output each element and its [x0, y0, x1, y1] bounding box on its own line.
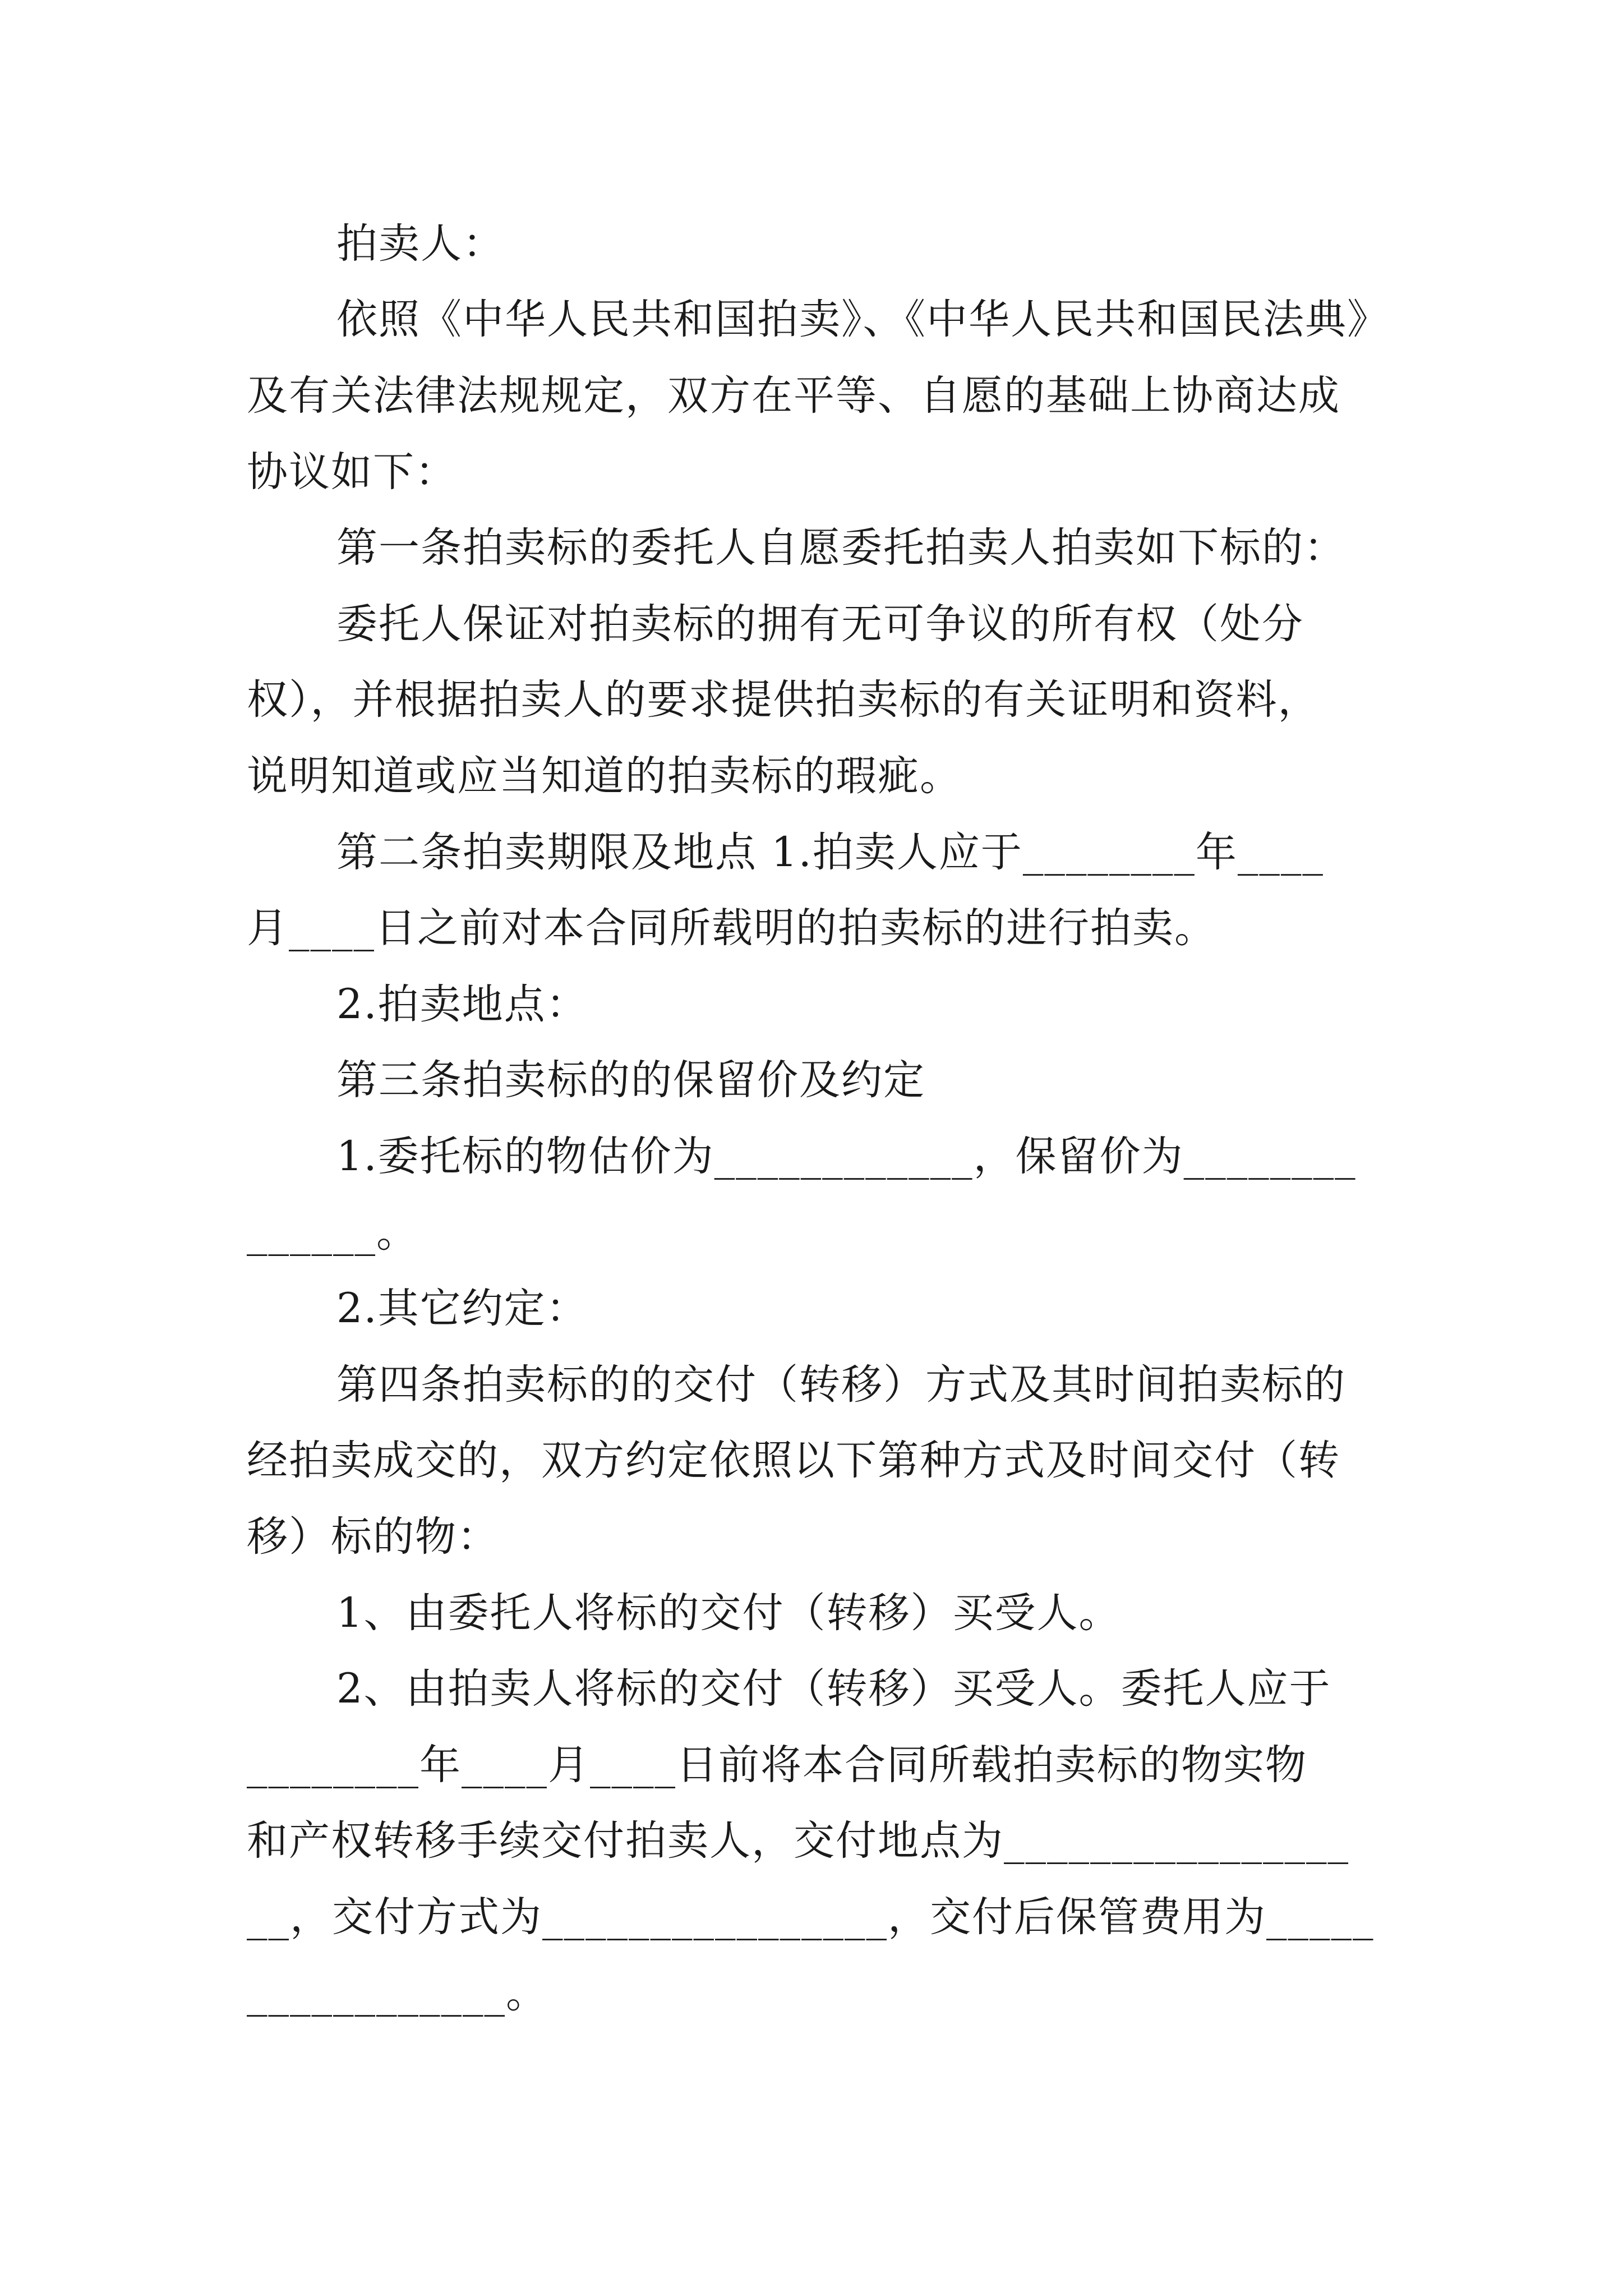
text-line: 第四条拍卖标的的交付（转移）方式及其时间拍卖标的 [336, 1361, 1346, 1409]
text-line: __，交付方式为________________，交付后保管费用为_____ [247, 1893, 1375, 1941]
text-line: ____________。 [247, 1970, 548, 2017]
text-line: 拍卖人： [336, 220, 505, 268]
text-line: 和产权转移手续交付拍卖人，交付地点为________________ [247, 1817, 1349, 1865]
text-line: 说明知道或应当知道的拍卖标的瑕疵。 [247, 752, 962, 800]
text-line: 2、由拍卖人将标的交付（转移）买受人。委托人应于 [336, 1665, 1331, 1713]
text-line: ______。 [247, 1209, 418, 1257]
text-line: 移）标的物： [247, 1513, 499, 1561]
text-line: 1、由委托人将标的交付（转移）买受人。 [336, 1589, 1121, 1637]
text-line: 依照《中华人民共和国拍卖》、《中华人民共和国民法典》 [336, 296, 1389, 343]
text-line: 1.委托标的物估价为____________，保留价为________ [336, 1133, 1357, 1180]
text-line: 2.拍卖地点： [336, 981, 588, 1028]
text-line: 权），并根据拍卖人的要求提供拍卖标的有关证明和资料， [247, 676, 1320, 724]
text-line: 经拍卖成交的，双方约定依照以下第种方式及时间交付（转 [247, 1437, 1340, 1484]
text-line: ________年____月____日前将本合同所载拍卖标的物实物 [247, 1741, 1307, 1789]
text-line: 第一条拍卖标的委托人自愿委托拍卖人拍卖如下标的： [336, 524, 1346, 572]
text-line: 委托人保证对拍卖标的拥有无可争议的所有权（处分 [336, 600, 1304, 648]
text-line: 第二条拍卖期限及地点 1.拍卖人应于________年____ [336, 829, 1324, 876]
text-line: 第三条拍卖标的的保留价及约定 [336, 1056, 925, 1104]
text-line: 及有关法律法规规定，双方在平等、自愿的基础上协商达成 [247, 372, 1340, 420]
text-line: 月____日之前对本合同所载明的拍卖标的进行拍卖。 [247, 904, 1216, 952]
text-line: 2.其它约定： [336, 1285, 588, 1332]
text-line: 协议如下： [247, 448, 457, 496]
